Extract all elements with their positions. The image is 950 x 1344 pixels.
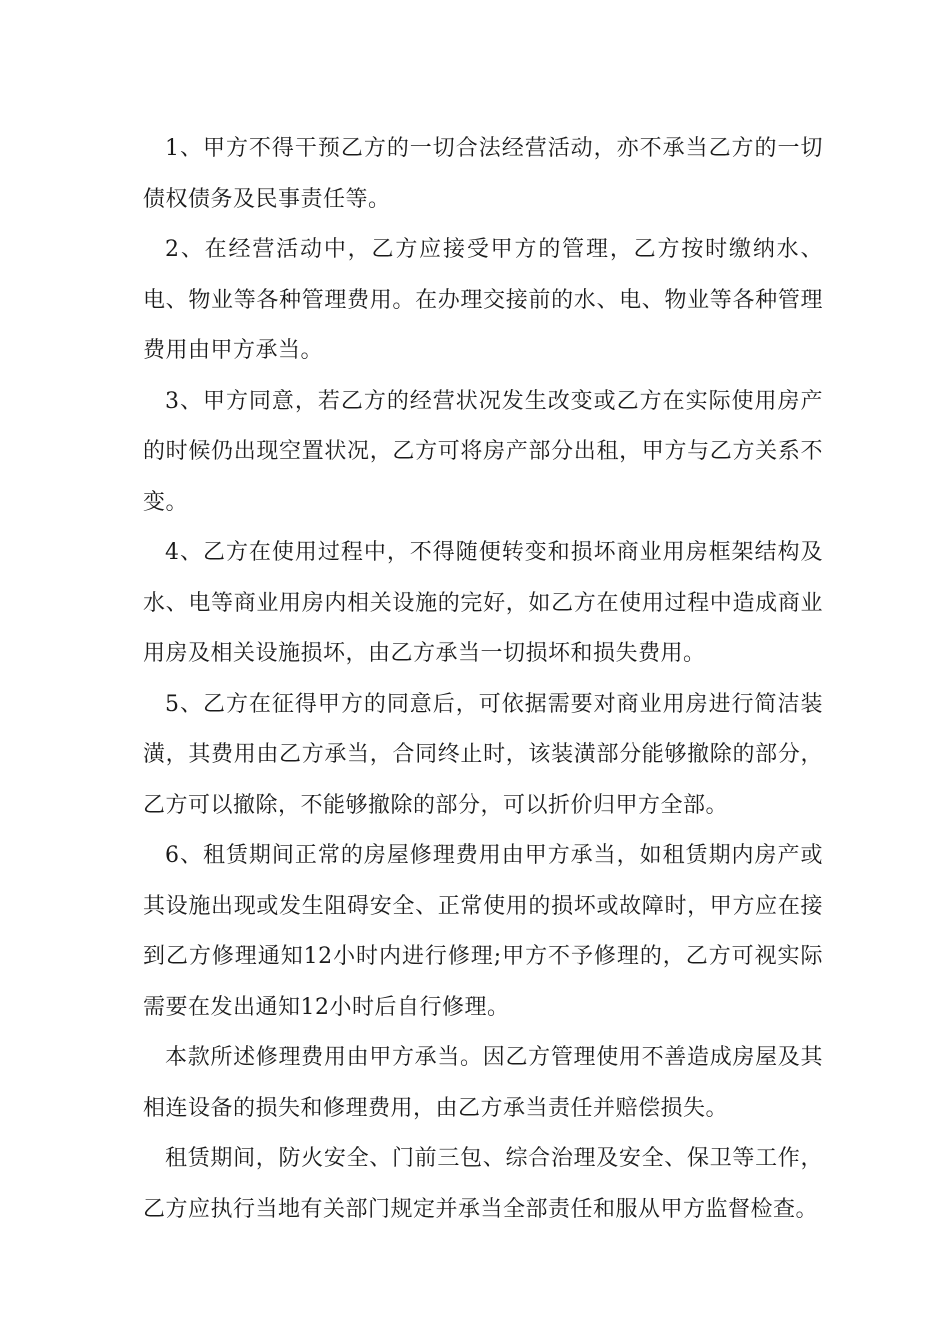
repair-cost-paragraph: 本款所述修理费用由甲方承当。因乙方管理使用不善造成房屋及其相连设备的损失和修理费用，由乙方承当责任并赔偿损失。 <box>143 1045 823 1121</box>
clause-6-paragraph: 6、租赁期间正常的房屋修理费用由甲方承当，如租赁期内房产或其设施出现或发生阻碍安全、正常使用的损坏或故障时，甲方应在接到乙方修理通知12小时内进行修理;甲方不予修理的，乙方可视实际需要在发出通知12小时后自行修理。 <box>143 843 823 1020</box>
clause-5-paragraph: 5、乙方在征得甲方的同意后，可依据需要对商业用房进行简洁装潢，其费用由乙方承当，合同终止时，该装潢部分能够撤除的部分，乙方可以撤除，不能够撤除的部分，可以折价归甲方全部。 <box>143 691 823 818</box>
clause-4-paragraph: 4、乙方在使用过程中，不得随便转变和损坏商业用房框架结构及水、电等商业用房内相关设施的完好，如乙方在使用过程中造成商业用房及相关设施损坏，由乙方承当一切损坏和损失费用。 <box>143 540 823 666</box>
clause-1-paragraph: 1、甲方不得干预乙方的一切合法经营活动，亦不承当乙方的一切债权债务及民事责任等。 <box>143 136 823 212</box>
clause-2-paragraph: 2、在经营活动中，乙方应接受甲方的管理，乙方按时缴纳水、电、物业等各种管理费用。在办理交接前的水、电、物业等各种管理费用由甲方承当。 <box>143 237 823 363</box>
clause-3-paragraph: 3、甲方同意，若乙方的经营状况发生改变或乙方在实际使用房产的时候仍出现空置状况，乙方可将房产部分出租，甲方与乙方关系不变。 <box>143 388 823 515</box>
lease-safety-paragraph: 租赁期间，防火安全、门前三包、综合治理及安全、保卫等工作，乙方应执行当地有关部门规定并承当全部责任和服从甲方监督检查。 <box>143 1146 823 1222</box>
document-body <box>143 124 823 1235</box>
